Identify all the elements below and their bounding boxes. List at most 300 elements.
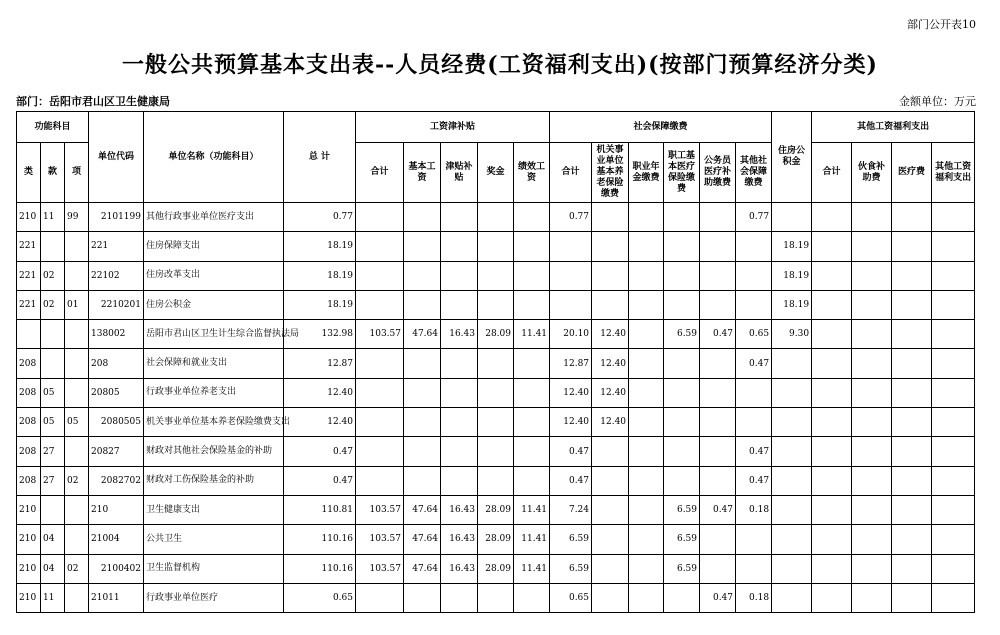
housing-fund-cell: [772, 554, 812, 583]
annuity-cell: [629, 232, 664, 261]
allowance-cell: 16.43: [441, 554, 478, 583]
unit-name-cell: 社会保障和就业支出: [144, 349, 284, 378]
unit-name-cell: 卫生监督机构: [144, 554, 284, 583]
other-sum-header: 合计: [812, 143, 852, 203]
basic-wage-cell: [404, 466, 441, 495]
xiang-cell: 01: [65, 290, 89, 319]
med-fee-cell: [892, 466, 932, 495]
pension-cell: [592, 495, 629, 524]
perf-wage-header: 绩效工资: [514, 143, 550, 203]
annuity-cell: [629, 349, 664, 378]
table-row: [17, 525, 975, 554]
kuan-cell: [41, 320, 65, 349]
social-sum-cell: [550, 261, 592, 290]
other-social-cell: 0.47: [736, 466, 772, 495]
wage-sum-cell: 103.57: [356, 495, 404, 524]
meal-cell: [852, 408, 892, 437]
other-welfare-cell: [932, 495, 975, 524]
other-welfare-cell: [932, 554, 975, 583]
lei-cell: 208: [17, 378, 41, 407]
med-fee-cell: [892, 583, 932, 612]
housing-fund-cell: [772, 203, 812, 232]
basic-wage-cell: 47.64: [404, 320, 441, 349]
unit-code-cell: 2210201: [89, 290, 144, 319]
xiang-cell: 99: [65, 203, 89, 232]
wage-sum-cell: 103.57: [356, 554, 404, 583]
wage-sum-cell: [356, 583, 404, 612]
other-welfare-cell: [932, 232, 975, 261]
table-row: [17, 408, 975, 437]
unit-code-cell: 2100402: [89, 554, 144, 583]
unit-name-cell: 财政对其他社会保险基金的补助: [144, 437, 284, 466]
other-sum-cell: [812, 583, 852, 612]
bonus-cell: 28.09: [478, 320, 514, 349]
housing-fund-cell: [772, 349, 812, 378]
kuan-cell: [41, 349, 65, 378]
meal-cell: [852, 261, 892, 290]
wage-sum-cell: [356, 466, 404, 495]
pension-cell: [592, 261, 629, 290]
allowance-cell: [441, 232, 478, 261]
medical-cell: [664, 290, 700, 319]
other-sum-cell: [812, 554, 852, 583]
annuity-cell: [629, 583, 664, 612]
unit-code-cell: 20805: [89, 378, 144, 407]
total-cell: 0.47: [284, 466, 356, 495]
budget-table: [16, 111, 975, 613]
other-sum-cell: [812, 437, 852, 466]
housing-fund-header: 住房公积金: [772, 112, 812, 203]
total-cell: 0.65: [284, 583, 356, 612]
other-welfare-cell: [932, 525, 975, 554]
total-cell: 12.40: [284, 378, 356, 407]
annuity-cell: [629, 290, 664, 319]
unit-name-cell: 住房改革支出: [144, 261, 284, 290]
civil-med-cell: [700, 437, 736, 466]
lei-cell: 210: [17, 583, 41, 612]
total-cell: 110.16: [284, 525, 356, 554]
perf-wage-cell: 11.41: [514, 554, 550, 583]
med-fee-cell: [892, 232, 932, 261]
other-social-cell: 0.47: [736, 437, 772, 466]
civil-med-cell: [700, 290, 736, 319]
allowance-cell: [441, 437, 478, 466]
med-fee-cell: [892, 495, 932, 524]
unit-name-cell: 机关事业单位基本养老保险缴费支出: [144, 408, 284, 437]
lei-cell: [17, 320, 41, 349]
social-sum-cell: [550, 290, 592, 319]
allowance-cell: 16.43: [441, 525, 478, 554]
other-social-cell: 0.18: [736, 583, 772, 612]
other-welfare-cell: [932, 203, 975, 232]
civil-med-cell: [700, 525, 736, 554]
lei-cell: 208: [17, 349, 41, 378]
perf-wage-cell: [514, 408, 550, 437]
unit-code-cell: 208: [89, 349, 144, 378]
table-row: [17, 290, 975, 319]
social-sum-cell: 20.10: [550, 320, 592, 349]
med-fee-cell: [892, 525, 932, 554]
other-social-cell: [736, 554, 772, 583]
kuan-cell: 05: [41, 408, 65, 437]
kuan-cell: 04: [41, 525, 65, 554]
housing-fund-cell: [772, 525, 812, 554]
perf-wage-cell: 11.41: [514, 525, 550, 554]
med-fee-cell: [892, 554, 932, 583]
lei-cell: 210: [17, 203, 41, 232]
social-sum-cell: 12.87: [550, 349, 592, 378]
pension-cell: 12.40: [592, 378, 629, 407]
annuity-cell: [629, 437, 664, 466]
unit-code-cell: 210: [89, 495, 144, 524]
unit-name-cell: 财政对工伤保险基金的补助: [144, 466, 284, 495]
bonus-header: 奖金: [478, 143, 514, 203]
unit-code-cell: 20827: [89, 437, 144, 466]
civil-med-cell: [700, 466, 736, 495]
bonus-cell: [478, 349, 514, 378]
unit-code-cell: 221: [89, 232, 144, 261]
unit-name-header: 单位名称（功能科目）: [144, 112, 284, 203]
table-row: [17, 378, 975, 407]
social-sum-cell: 7.24: [550, 495, 592, 524]
medical-cell: [664, 408, 700, 437]
basic-wage-cell: [404, 203, 441, 232]
social-sum-cell: 12.40: [550, 378, 592, 407]
pension-cell: [592, 554, 629, 583]
lei-cell: 210: [17, 554, 41, 583]
pension-cell: [592, 232, 629, 261]
other-sum-cell: [812, 495, 852, 524]
basic-wage-cell: 47.64: [404, 495, 441, 524]
pension-cell: [592, 203, 629, 232]
perf-wage-cell: [514, 349, 550, 378]
kuan-cell: 02: [41, 290, 65, 319]
meal-cell: [852, 232, 892, 261]
unit-code-cell: 2082702: [89, 466, 144, 495]
basic-wage-cell: [404, 408, 441, 437]
wage-sum-cell: [356, 203, 404, 232]
meal-cell: [852, 378, 892, 407]
unit-name-cell: 岳阳市君山区卫生计生综合监督执法局: [144, 320, 284, 349]
table-row: [17, 583, 975, 612]
civil-med-cell: [700, 232, 736, 261]
unit-name-cell: 其他行政事业单位医疗支出: [144, 203, 284, 232]
annuity-cell: [629, 466, 664, 495]
civil-med-cell: 0.47: [700, 583, 736, 612]
total-cell: 12.87: [284, 349, 356, 378]
wage-sum-header: 合计: [356, 143, 404, 203]
other-social-cell: [736, 408, 772, 437]
table-row: [17, 232, 975, 261]
other-sum-cell: [812, 349, 852, 378]
wage-sum-cell: [356, 349, 404, 378]
lei-cell: 208: [17, 408, 41, 437]
lei-cell: 210: [17, 525, 41, 554]
kuan-cell: 05: [41, 378, 65, 407]
medical-cell: [664, 261, 700, 290]
pension-cell: [592, 437, 629, 466]
xiang-cell: [65, 583, 89, 612]
page-title: 一般公共预算基本支出表--人员经费(工资福利支出)(按部门预算经济分类): [122, 52, 878, 78]
allowance-cell: [441, 378, 478, 407]
wage-sum-cell: [356, 290, 404, 319]
wage-group-header: 工资津补贴: [356, 112, 550, 143]
xiang-cell: [65, 437, 89, 466]
annuity-cell: [629, 495, 664, 524]
lei-header: 类: [17, 143, 41, 203]
amount-unit-label: 金额单位：万元: [899, 95, 976, 108]
bonus-cell: 28.09: [478, 495, 514, 524]
meal-cell: [852, 320, 892, 349]
kuan-cell: 11: [41, 203, 65, 232]
bonus-cell: 28.09: [478, 554, 514, 583]
total-cell: 132.98: [284, 320, 356, 349]
basic-wage-cell: [404, 378, 441, 407]
xiang-cell: [65, 525, 89, 554]
housing-fund-cell: 18.19: [772, 261, 812, 290]
other-social-cell: [736, 261, 772, 290]
table-row: [17, 320, 975, 349]
meal-cell: [852, 525, 892, 554]
unit-code-cell: 21004: [89, 525, 144, 554]
med-fee-cell: [892, 378, 932, 407]
lei-cell: 221: [17, 290, 41, 319]
civil-med-cell: [700, 554, 736, 583]
bonus-cell: [478, 290, 514, 319]
other-social-cell: 0.18: [736, 495, 772, 524]
other-social-header: 其他社会保障缴费: [736, 143, 772, 203]
department-label: 部门：岳阳市君山区卫生健康局: [16, 95, 170, 108]
other-welfare-cell: [932, 378, 975, 407]
basic-wage-cell: 47.64: [404, 554, 441, 583]
housing-fund-cell: [772, 378, 812, 407]
allowance-cell: [441, 203, 478, 232]
perf-wage-cell: [514, 261, 550, 290]
table-row: [17, 466, 975, 495]
wage-sum-cell: [356, 437, 404, 466]
lei-cell: 221: [17, 232, 41, 261]
wage-sum-cell: [356, 408, 404, 437]
perf-wage-cell: [514, 290, 550, 319]
table-row: [17, 349, 975, 378]
kuan-cell: 27: [41, 466, 65, 495]
med-fee-cell: [892, 203, 932, 232]
other-welfare-cell: [932, 466, 975, 495]
other-social-cell: 0.47: [736, 349, 772, 378]
housing-fund-cell: [772, 437, 812, 466]
xiang-cell: 02: [65, 466, 89, 495]
pension-cell: 12.40: [592, 349, 629, 378]
housing-fund-cell: [772, 408, 812, 437]
basic-wage-cell: 47.64: [404, 525, 441, 554]
meal-cell: [852, 349, 892, 378]
unit-code-cell: 2080505: [89, 408, 144, 437]
civil-med-header: 公务员医疗补助缴费: [700, 143, 736, 203]
pension-header: 机关事业单位基本养老保险缴费: [592, 143, 629, 203]
other-social-cell: 0.65: [736, 320, 772, 349]
other-sum-cell: [812, 378, 852, 407]
other-welfare-cell: [932, 408, 975, 437]
unit-name-cell: 住房保障支出: [144, 232, 284, 261]
meal-cell: [852, 290, 892, 319]
other-social-cell: [736, 290, 772, 319]
pension-cell: [592, 290, 629, 319]
basic-wage-cell: [404, 349, 441, 378]
other-sum-cell: [812, 290, 852, 319]
housing-fund-cell: 18.19: [772, 232, 812, 261]
medical-cell: [664, 437, 700, 466]
medical-cell: 6.59: [664, 320, 700, 349]
kuan-cell: 11: [41, 583, 65, 612]
lei-cell: 221: [17, 261, 41, 290]
unit-name-cell: 卫生健康支出: [144, 495, 284, 524]
other-welfare-cell: [932, 349, 975, 378]
annuity-cell: [629, 203, 664, 232]
social-sum-cell: 6.59: [550, 525, 592, 554]
xiang-cell: [65, 495, 89, 524]
wage-sum-cell: 103.57: [356, 525, 404, 554]
annuity-cell: [629, 525, 664, 554]
med-fee-cell: [892, 320, 932, 349]
perf-wage-cell: [514, 583, 550, 612]
xiang-cell: 05: [65, 408, 89, 437]
civil-med-cell: 0.47: [700, 320, 736, 349]
other-sum-cell: [812, 466, 852, 495]
perf-wage-cell: [514, 203, 550, 232]
unit-name-cell: 公共卫生: [144, 525, 284, 554]
meal-cell: [852, 583, 892, 612]
other-social-cell: [736, 525, 772, 554]
xiang-cell: 02: [65, 554, 89, 583]
social-sum-cell: 0.65: [550, 583, 592, 612]
medical-cell: 6.59: [664, 554, 700, 583]
other-welfare-cell: [932, 320, 975, 349]
civil-med-cell: [700, 261, 736, 290]
kuan-cell: [41, 232, 65, 261]
perf-wage-cell: [514, 466, 550, 495]
perf-wage-cell: [514, 437, 550, 466]
annuity-header: 职业年金缴费: [629, 143, 664, 203]
annuity-cell: [629, 378, 664, 407]
table-row: [17, 261, 975, 290]
other-welfare-header: 其他工资福利支出: [932, 143, 975, 203]
wage-sum-cell: [356, 232, 404, 261]
bonus-cell: [478, 466, 514, 495]
allowance-cell: [441, 349, 478, 378]
med-fee-cell: [892, 408, 932, 437]
social-sum-cell: 12.40: [550, 408, 592, 437]
bonus-cell: [478, 203, 514, 232]
meal-cell: [852, 203, 892, 232]
xiang-cell: [65, 261, 89, 290]
other-welfare-cell: [932, 261, 975, 290]
pension-cell: [592, 583, 629, 612]
other-sum-cell: [812, 525, 852, 554]
medical-cell: [664, 203, 700, 232]
kuan-cell: [41, 495, 65, 524]
medical-cell: [664, 232, 700, 261]
social-sum-cell: 0.47: [550, 466, 592, 495]
civil-med-cell: [700, 408, 736, 437]
bonus-cell: [478, 583, 514, 612]
perf-wage-cell: [514, 378, 550, 407]
medical-cell: 6.59: [664, 495, 700, 524]
housing-fund-cell: [772, 466, 812, 495]
meal-cell: [852, 495, 892, 524]
xiang-cell: [65, 320, 89, 349]
table-row: [17, 495, 975, 524]
meal-cell: [852, 466, 892, 495]
basic-wage-cell: [404, 290, 441, 319]
form-number: 部门公开表10: [907, 18, 976, 31]
other-group-header: 其他工资福利支出: [812, 112, 975, 143]
bonus-cell: [478, 378, 514, 407]
xiang-cell: [65, 349, 89, 378]
wage-sum-cell: [356, 378, 404, 407]
kuan-cell: 04: [41, 554, 65, 583]
med-fee-header: 医疗费: [892, 143, 932, 203]
housing-fund-cell: [772, 583, 812, 612]
social-sum-cell: 0.77: [550, 203, 592, 232]
annuity-cell: [629, 320, 664, 349]
table-row: [17, 437, 975, 466]
med-fee-cell: [892, 261, 932, 290]
unit-code-cell: 138002: [89, 320, 144, 349]
med-fee-cell: [892, 290, 932, 319]
total-cell: 110.16: [284, 554, 356, 583]
xiang-cell: [65, 378, 89, 407]
table-body: [17, 203, 975, 613]
unit-code-header: 单位代码: [89, 112, 144, 203]
basic-wage-cell: [404, 437, 441, 466]
civil-med-cell: [700, 203, 736, 232]
other-welfare-cell: [932, 437, 975, 466]
med-fee-cell: [892, 349, 932, 378]
other-welfare-cell: [932, 583, 975, 612]
bonus-cell: [478, 408, 514, 437]
unit-name-cell: 住房公积金: [144, 290, 284, 319]
perf-wage-cell: [514, 232, 550, 261]
medical-cell: [664, 378, 700, 407]
bonus-cell: [478, 437, 514, 466]
meal-cell: [852, 437, 892, 466]
civil-med-cell: [700, 378, 736, 407]
wage-sum-cell: 103.57: [356, 320, 404, 349]
other-social-cell: [736, 232, 772, 261]
total-cell: 110.81: [284, 495, 356, 524]
basic-wage-cell: [404, 261, 441, 290]
pension-cell: [592, 525, 629, 554]
basic-wage-cell: [404, 583, 441, 612]
allowance-cell: [441, 583, 478, 612]
unit-name-cell: 行政事业单位养老支出: [144, 378, 284, 407]
meal-cell: [852, 554, 892, 583]
basic-wage-cell: [404, 232, 441, 261]
other-social-cell: 0.77: [736, 203, 772, 232]
perf-wage-cell: 11.41: [514, 320, 550, 349]
civil-med-cell: [700, 349, 736, 378]
total-cell: 0.77: [284, 203, 356, 232]
xiang-header: 项: [65, 143, 89, 203]
medical-cell: [664, 466, 700, 495]
housing-fund-cell: [772, 495, 812, 524]
allowance-cell: [441, 408, 478, 437]
table-row: [17, 554, 975, 583]
unit-code-cell: 21011: [89, 583, 144, 612]
lei-cell: 210: [17, 495, 41, 524]
pension-cell: 12.40: [592, 320, 629, 349]
medical-cell: [664, 349, 700, 378]
